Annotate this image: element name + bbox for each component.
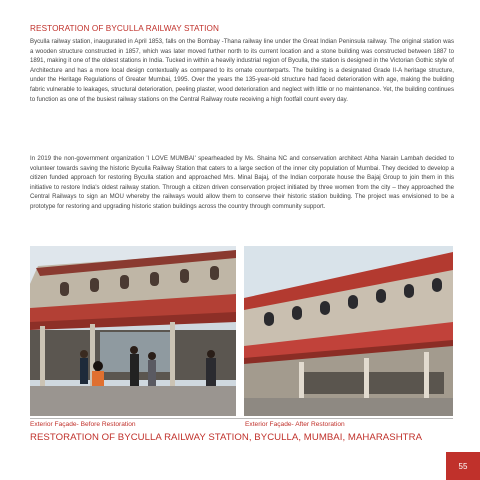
photo-before-restoration	[30, 246, 236, 416]
photo-after-restoration	[244, 246, 453, 416]
caption-before: Exterior Façade- Before Restoration	[30, 421, 136, 428]
paragraph-history: Byculla railway station, inaugurated in April 1853, falls on the Bombay -Thana railway line under the Great Indian Peninsula railway. The original station was a wooden structure constructed in 1857, which was later moved further north to its current location and a stone building was constructed between 1887 to 1891, making it one of the oldest stations in India. Tucked in within a heavily industrial region of Byculla, the station is designed in the Victorian Gothic style of Architecture and has a more local design contextually as compared to its ornate counterparts. The building is a designated Grade II-A heritage structure, under the Heritage Regulations of Greater Mumbai, 1995. Over the years the 135-year-old structure had faced deterioration with age, making the building fabric vulnerable to leakages, structural deterioration, peeling plaster, wood deterioration and neglect with little or no maintenance. Yet, the building continues to function as one of the busiest railway stations on the Central Railway route receiving a high footfall count every day.	[30, 38, 454, 103]
project-title: RESTORATION OF BYCULLA RAILWAY STATION, BYCULLA, MUMBAI, MAHARASHTRA	[30, 432, 423, 443]
caption-after: Exterior Façade- After Restoration	[245, 421, 345, 428]
section-title: RESTORATION OF BYCULLA RAILWAY STATION	[30, 24, 219, 33]
page-number: 55	[446, 452, 480, 480]
caption-divider	[30, 418, 453, 419]
paragraph-initiative: In 2019 the non-government organization 'I LOVE MUMBAI' spearheaded by Ms. Shaina NC and conservation architect Abha Narain Lambah decided to volunteer towards saving the historic Byculla Railway Station that caters to a large section of the inner city population of Mumbai. They decided to develop a citizen funded approach for restoring Byculla station and approached Mrs. Minal Bajaj, of the Indian corporate house the Bajaj Group to join them in this initiative to restore India's oldest railway station. Through a citizen driven conservation project initiated by three women from the city – they approached the Central Railways to sign an MOU whereby the railways would allow them to conserve their historic station building. The project was envisioned to be a prototype for restoring and upgrading historic station buildings across the country through community support.	[30, 155, 454, 210]
